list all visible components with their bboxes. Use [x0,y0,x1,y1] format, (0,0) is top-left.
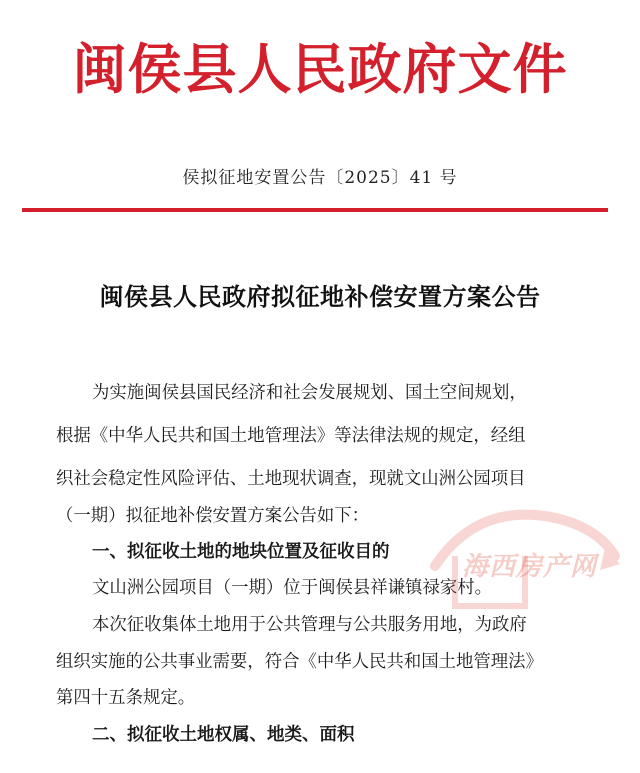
masthead-title: 闽侯县人民政府文件 [72,37,568,101]
document-number: 侯拟征地安置公告〔2025〕41 号 [182,168,458,188]
intro-line-1: 为实施闽侯县国民经济和社会发展规划、国土空间规划， [92,383,527,403]
intro-line-2: 根据《中华人民共和国土地管理法》等法律法规的规定，经组 [56,426,526,446]
notice-title: 闽侯县人民政府拟征地补偿安置方案公告 [99,282,541,311]
section-1-location: 文山洲公园项目（一期）位于闽侯县祥谦镇禄家村。 [92,578,492,598]
section-1-heading: 一、拟征收土地的地块位置及征收目的 [92,542,390,562]
watermark-text: 海西房产网 [462,552,598,582]
intro-line-4: （一期）拟征地补偿安置方案公告如下： [56,506,370,526]
section-2-heading: 二、拟征收土地权属、地类、面积 [92,725,355,745]
section-1-purpose-line-3: 第四十五条规定。 [56,688,196,708]
section-1-purpose-line-2: 组织实施的公共事业需要，符合《中华人民共和国土地管理法》 [56,652,543,672]
red-divider-rule [22,208,608,212]
section-1-purpose-line-1: 本次征收集体土地用于公共管理与公共服务用地，为政府 [92,615,527,635]
intro-line-3: 织社会稳定性风险评估、土地现状调查，现就文山洲公园项目 [56,469,526,489]
